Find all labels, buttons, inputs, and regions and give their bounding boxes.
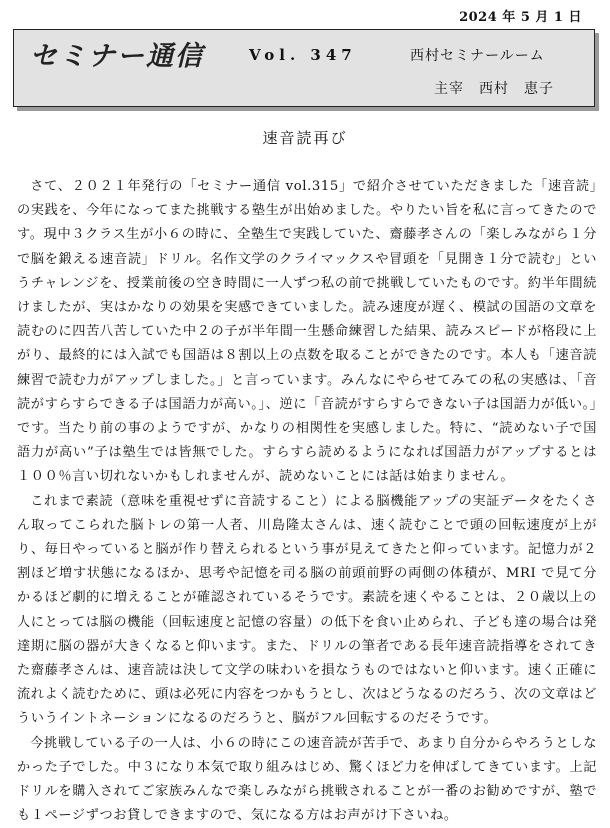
newsletter-title: セミナー通信 <box>30 41 204 72</box>
issue-date: 2024 年 5 月 1 日 <box>459 10 582 25</box>
editor-name: 主宰 西村 恵子 <box>434 81 554 97</box>
newsletter-header <box>13 29 595 107</box>
article-body <box>17 175 597 828</box>
paragraph: さて、２０２１年発行の「セミナー通信 vol.315」で紹介させていただきました「速音読」の実践を、今年になってまた挑戦する塾生が出始めました。やりたい旨を私に言ってきたのです。現中３クラス生が小６の時に、全塾生で実践していた、齋藤孝さんの「楽しみながら１分で脳を鍛える速音読」ドリル。名作文学のクライマックスや冒頭を「見開き１分で読む」というチャレンジを、授業前後の空き時間に一人ずつ私の前で挑戦していたものです。約半年間続けましたが、実はかなりの効果を実感できていました。読み速度が遅く、模試の国語の文章を読むのに四苦八苦していた中２の子が半年間一生懸命練習した結果、読みスピードが格段に上がり、最終的には入試でも国語は８割以上の点数を取ることができたのです。本人も「速音読練習で読む力がアップしました。」と言っています。みんなにやらせてみての私の実感は、「音読がすらすらできる子は国語力が高い。」、逆に「音読がすらすらできない子は国語力が低い。」です。当たり前の事のようですが、かなりの相関性を実感しました。特に、“読めない子で国語力が高い”子は塾生では皆無でした。すらすら読めるようになれば国語力がアップするとは１００％言い切れないかもしれませんが、読めないことには話は始まりません。 <box>17 179 597 485</box>
paragraph: 今挑戦している子の一人は、小６の時にこの速音読が苦手で、あまり自分からやろうとしなかった子でした。中３になり本気で取り組みはじめ、驚くほど力を伸ばしてきています。上記ドリルを購入されてご家族みんなで楽しみながら挑戦されることが一番のお勧めですが、塾でも１ページずつお貸しできますので、気になる方はお声がけ下さいね。 <box>17 735 597 824</box>
article-title: 速音読再び <box>262 129 348 147</box>
paragraph: これまで素読（意味を重視せずに音読すること）による脳機能アップの実証データをたくさん取ってこられた脳トレの第一人者、川島隆太さんは、速く読むことで頭の回転速度が上がり、毎日やっていると脳が作り替えられるという事が見えてきたと仰っています。記憶力が２割ほど増す状態になるほか、思考や記憶を司る脳の前頭前野の両側の体積が、MRI で見て分かるほど劇的に増えることが確認されているそうです。素読を速くやることは、２０歳以上の人にとっては脳の機能（回転速度と記憶の容量）の低下を食い止められ、子ども達の場合は発達期に脳の器が大きくなると仰います。また、ドリルの筆者である長年速音読指導をされてきた齋藤孝さんは、速音読は決して文学の味わいを損なうものではないと仰います。速く正確に流れよく読むために、頭は必死に内容をつかもうとし、次はどうなるのだろう、次の文章はどういうイントネーションになるのだろうと、脳がフル回転するのだそうです。 <box>17 493 597 727</box>
publisher-name: 西村セミナールーム <box>410 48 545 64</box>
volume-number: Vol. 347 <box>249 46 357 64</box>
